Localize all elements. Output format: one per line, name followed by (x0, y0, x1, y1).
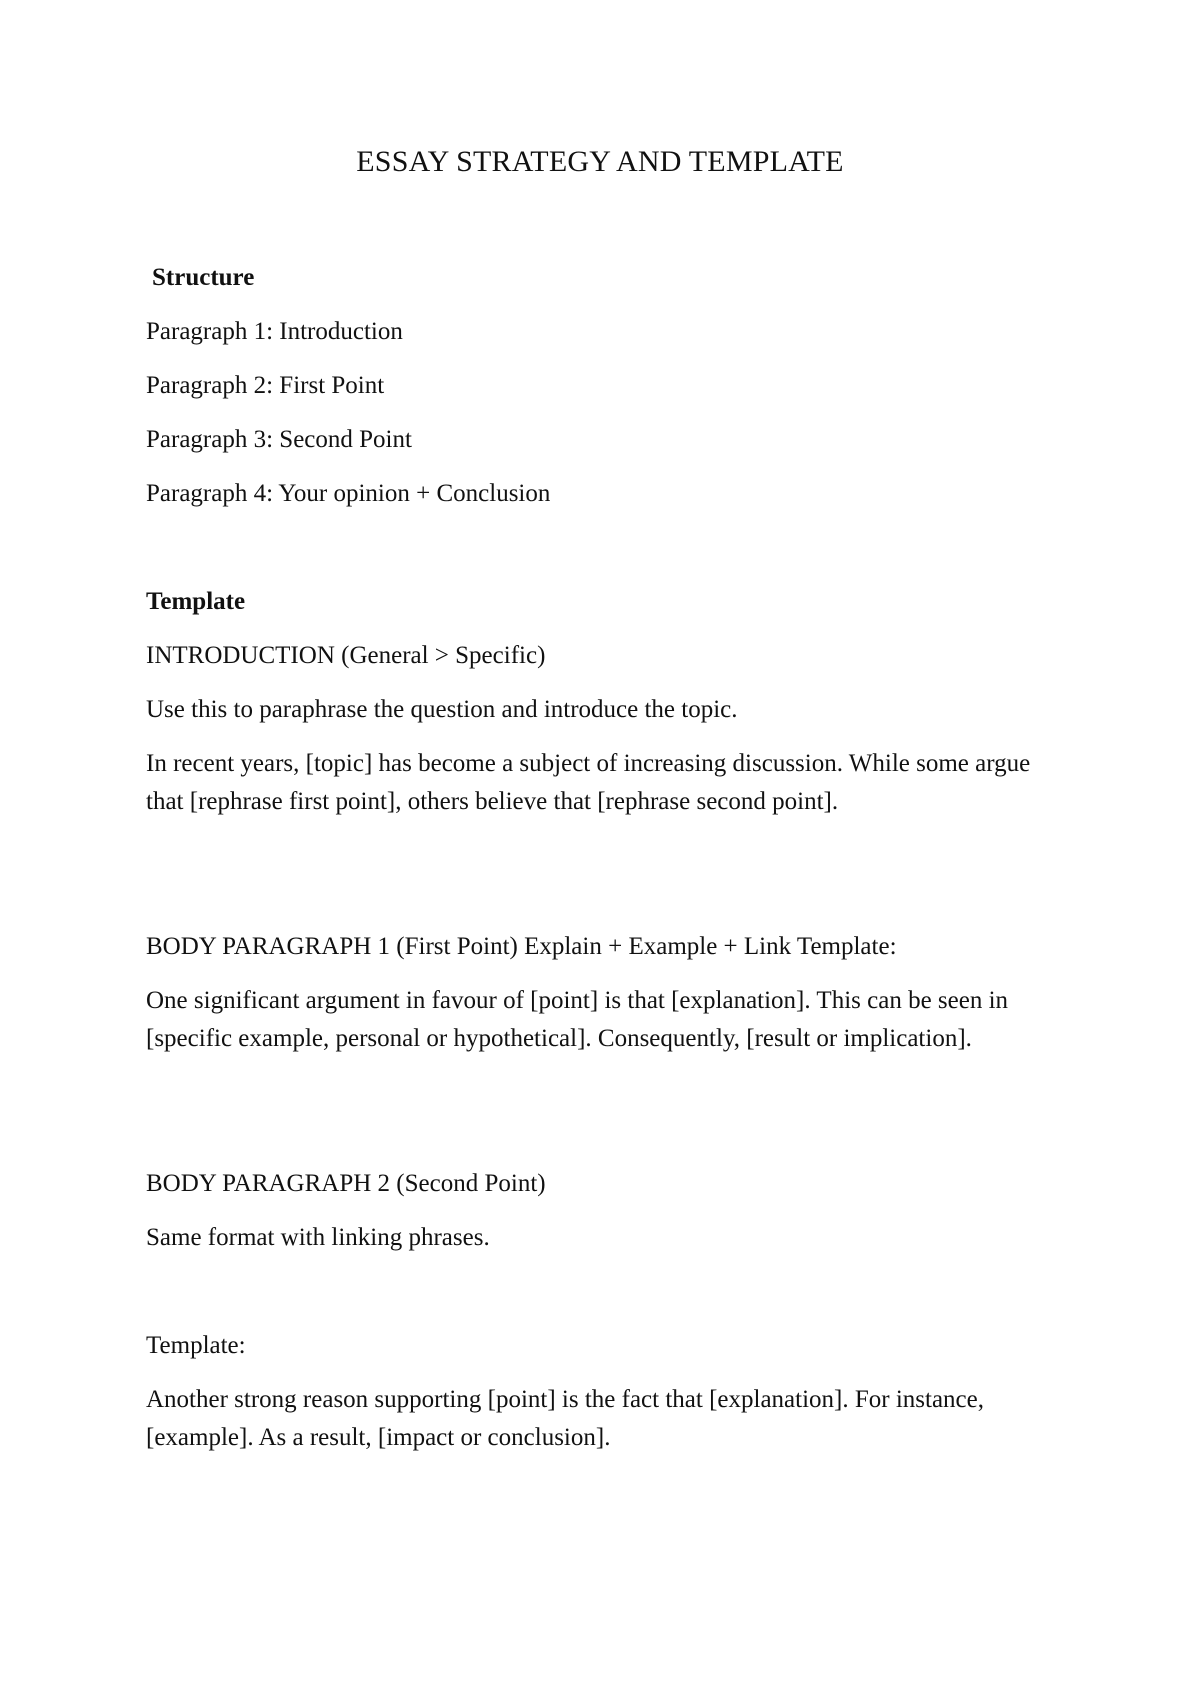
body2-label: BODY PARAGRAPH 2 (Second Point) (146, 1170, 546, 1197)
body1-label: BODY PARAGRAPH 1 (First Point) Explain + Example + Link Template: (146, 933, 897, 960)
structure-item-4: Paragraph 4: Your opinion + Conclusion (146, 480, 551, 507)
introduction-label: INTRODUCTION (General > Specific) (146, 642, 546, 669)
structure-heading: Structure (152, 264, 255, 291)
body2-example: Another strong reason supporting [point] is the fact that [explanation]. For instance, [example]. As a result, [impact or conclusion]. (146, 1386, 984, 1451)
document-title: ESSAY STRATEGY AND TEMPLATE (356, 145, 844, 178)
introduction-example: In recent years, [topic] has become a subject of increasing discussion. While some argue that [rephrase first point], others believe that [rephrase second point]. (146, 750, 1031, 815)
structure-item-3: Paragraph 3: Second Point (146, 426, 412, 453)
structure-item-1: Paragraph 1: Introduction (146, 318, 403, 345)
template-heading: Template (146, 588, 246, 615)
structure-item-2: Paragraph 2: First Point (146, 372, 385, 399)
introduction-instruction: Use this to paraphrase the question and introduce the topic. (146, 696, 738, 723)
body2-instruction: Same format with linking phrases. (146, 1224, 490, 1251)
body1-example: One significant argument in favour of [point] is that [explanation]. This can be seen in [specific example, personal or hypothetical]. Consequently, [result or implication]. (146, 987, 1009, 1052)
body2-template-label: Template: (146, 1332, 246, 1359)
